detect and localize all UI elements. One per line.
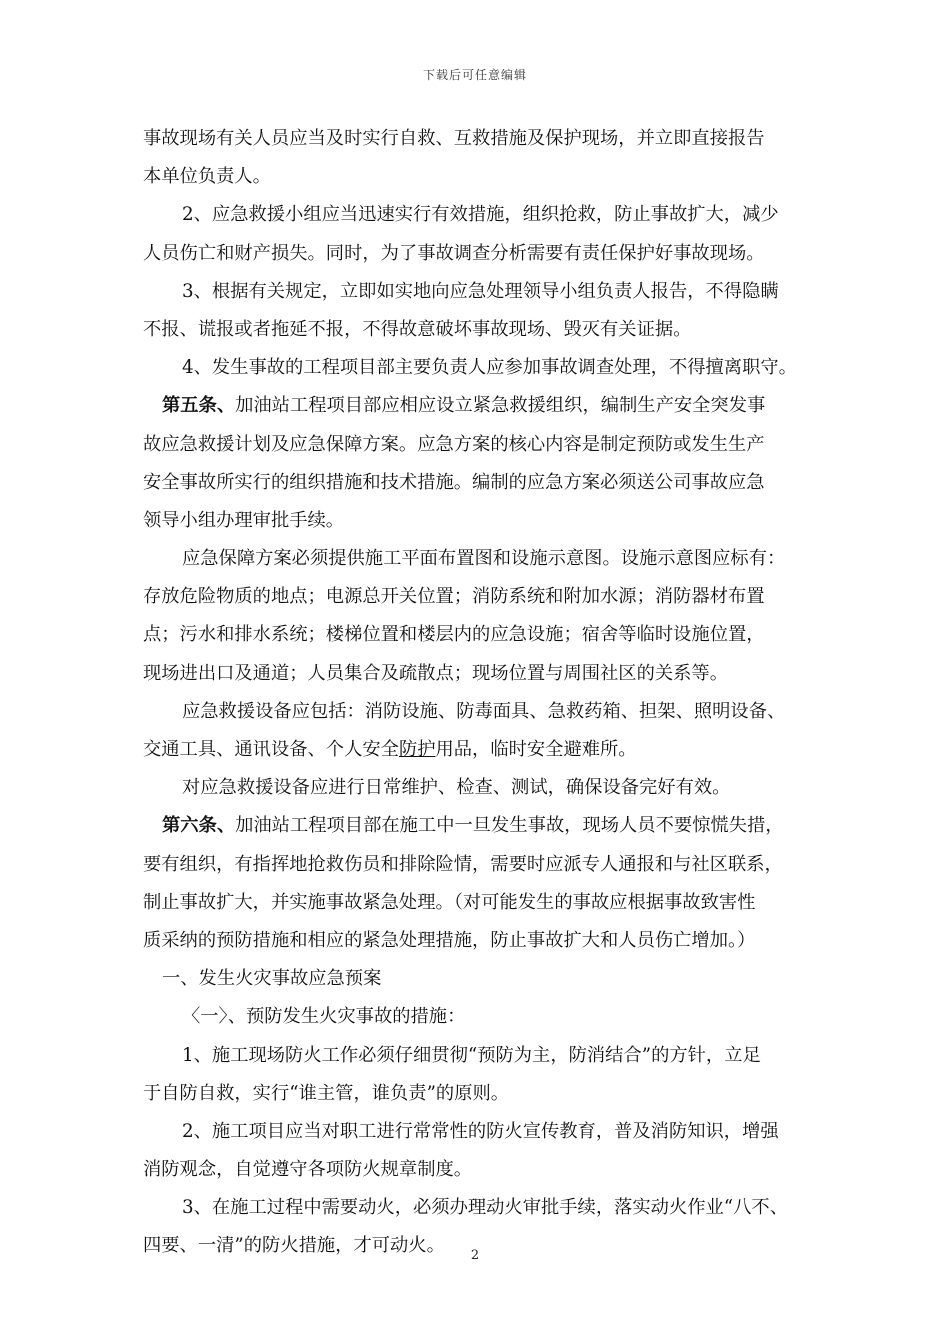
paragraph-line: 人员伤亡和财产损失。同时，为了事故调查分析需要有责任保护好事故现场。 [143,242,765,264]
paragraph-line: 故应急救援计划及应急保障方案。应急方案的核心内容是制定预防或发生生产 [143,433,765,455]
section-heading: 一、发生火灾事故应急预案 [162,968,382,990]
paragraph-line: 消防观念，自觉遵守各项防火规章制度。 [143,1159,473,1181]
paragraph-line: 领导小组办理审批手续。 [143,509,345,531]
paragraph-text: 用品，临时安全避难所。 [435,739,637,760]
paragraph-line: 本单位负责人。 [143,166,271,188]
underlined-text: 防护 [398,739,436,760]
paragraph-line: 4、发生事故的工程项目部主要负责人应参加事故调查处理，不得擅离职守。 [182,357,797,379]
article-6-heading: 第六条、 [162,815,236,837]
paragraph-line: 点；污水和排水系统；楼梯位置和楼层内的应急设施；宿舍等临时设施位置， [143,624,765,646]
paragraph-line: 2、应急救援小组应当迅速实行有效措施，组织抢救，防止事故扩大，减少 [182,204,779,226]
paragraph-line: 安全事故所实行的组织措施和技术措施。编制的应急方案必须送公司事故应急 [143,471,765,493]
paragraph-line: 于自防自救，实行“谁主管，谁负责”的原则。 [143,1082,510,1104]
subsection-heading: 〈一〉、预防发生火灾事故的措施： [182,1006,466,1028]
paragraph-line-with-underline [143,731,833,769]
article-5-heading: 第五条、 [162,395,236,417]
article-5-line [143,387,833,425]
paragraph-text: 加油站工程项目部应相应设立紧急救援组织，编制生产安全突发事 [235,395,766,417]
paragraph-line: 事故现场有关人员应当及时实行自救、互救措施及保护现场，并立即直接报告 [143,128,765,149]
paragraph-line: 对应急救援设备应进行日常维护、检查、测试，确保设备完好有效。 [182,777,731,799]
page-number: 2 [470,1248,480,1263]
paragraph-line: 四要、一清”的防火措施，才可动火。 [143,1235,445,1257]
paragraph-line: 3、在施工过程中需要动火，必须办理动火审批手续，落实动火作业“八不、 [182,1197,788,1219]
paragraph-line: 要有组织，有指挥地抢救伤员和排除险情，需要时应派专人通报和与社区联系， [143,853,783,875]
document-body [143,120,833,1266]
paragraph-line: 2、施工项目应当对职工进行常常性的防火宣传教育，普及消防知识，增强 [182,1120,779,1142]
paragraph-text: 交通工具、通讯设备、个人安全 [143,739,399,760]
paragraph-line: 3、根据有关规定，立即如实地向应急处理领导小组负责人报告，不得隐瞒 [182,280,779,302]
paragraph-line: 质采纳的预防措施和相应的紧急处理措施，防止事故扩大和人员伤亡增加。） [143,929,756,951]
paragraph-line: 不报、谎报或者拖延不报，不得故意破坏事故现场、毁灭有关证据。 [143,318,692,340]
paragraph-line: 1、施工现场防火工作必须仔细贯彻“预防为主，防消结合”的方针，立足 [182,1044,761,1066]
paragraph-line: 应急保障方案必须提供施工平面布置图和设施示意图。设施示意图应标有： [182,548,786,570]
paragraph-line: 现场进出口及通道；人员集合及疏散点；现场位置与周围社区的关系等。 [143,662,728,684]
paragraph-text: 加油站工程项目部在施工中一旦发生事故，现场人员不要惊慌失措， [235,815,784,837]
paragraph-line: 制止事故扩大，并实施事故紧急处理。（对可能发生的事故应根据事故致害性 [143,891,756,913]
paragraph-line: 应急救援设备应包括：消防设施、防毒面具、急救药箱、担架、照明设备、 [182,700,786,722]
paragraph-line: 存放危险物质的地点；电源总开关位置；消防系统和附加水源；消防器材布置 [143,586,765,608]
page-header-note: 下载后可任意编辑 [422,68,527,82]
article-6-line [143,807,833,845]
